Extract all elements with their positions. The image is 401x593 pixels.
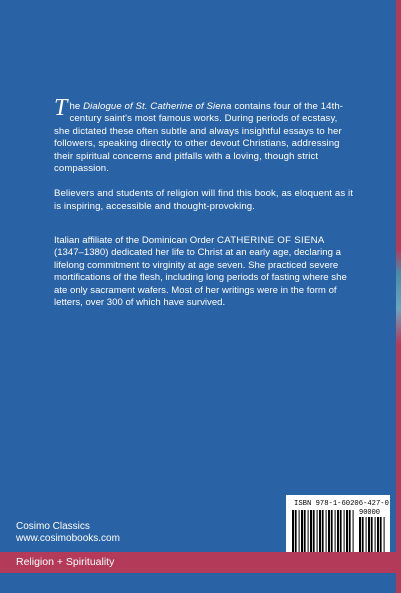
book-description	[54, 95, 354, 226]
publisher-info	[16, 521, 120, 545]
spine-edge	[396, 0, 401, 593]
category-band	[0, 552, 396, 573]
description-paragraph-1: The Dialogue of St. Catherine of Siena contains four of the 14th-century saint's most famous works. During periods of ecstasy, she dictated these often subtle and always insightful essays to her followers, speaking directly to other devout Christians, addressing their spiritual concerns and pitfalls with a loving, though strict compassion.	[54, 95, 344, 175]
isbn-label: ISBN 978-1-60206-427-0	[294, 500, 389, 508]
author-bio: Italian affiliate of the Dominican Order CATHERINE OF SIENA (1347–1380) dedicated her life to Christ at an early age, declaring a lifelong commitment to virginity at age seven. She practiced severe mortifications of the flesh, including long periods of fasting where she ate only sacrament wafers. Most of her writings were in the form of letters, over 300 of which have survived.	[54, 235, 347, 309]
book-title: Dialogue of St. Catherine of Siena	[83, 101, 232, 112]
author-name: CATHERINE OF SIENA	[217, 235, 325, 246]
drop-cap: T	[54, 95, 68, 121]
description-paragraph-2: Believers and students of religion will find this book, as eloquent as it is inspiring, accessible and thought-provoking.	[54, 188, 354, 212]
publisher-name: Cosimo Classics	[16, 521, 90, 532]
category-label: Religion + Spirituality	[16, 556, 115, 568]
publisher-url: www.cosimobooks.com	[16, 533, 120, 544]
barcode-addon-number: 90000	[359, 509, 381, 517]
